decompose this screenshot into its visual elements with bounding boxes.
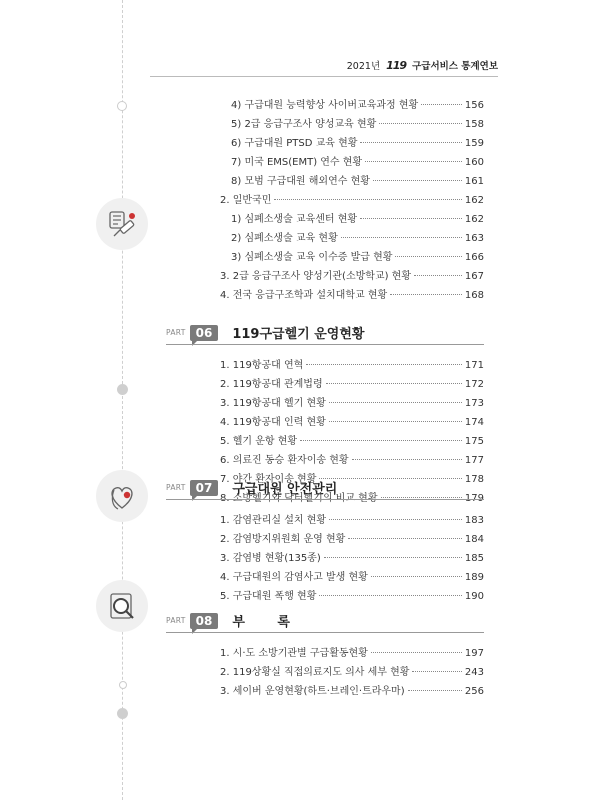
timeline-node: [119, 681, 127, 689]
part-divider: [166, 344, 484, 345]
part-heading-06: PART 06 119구급헬기 운영현황: [166, 323, 364, 342]
toc-entry[interactable]: 4. 구급대원의 감염사고 발생 현황 189: [220, 572, 484, 583]
toc-entry[interactable]: 6. 의료진 동승 환자이송 현황 177: [220, 455, 484, 466]
toc-entry[interactable]: 6) 구급대원 PTSD 교육 현황 159: [231, 138, 484, 149]
part-title: 구급대원 안전관리: [232, 482, 338, 497]
timeline-rail: [122, 0, 123, 800]
toc-entry[interactable]: 2) 심폐소생술 교육 현황 163: [231, 233, 484, 244]
part-divider: [166, 632, 484, 633]
page-header: [347, 58, 498, 72]
toc-entry[interactable]: 4. 119항공대 인력 현황 174: [220, 417, 484, 428]
toc-entry[interactable]: 5) 2급 응급구조사 양성교육 현황 158: [231, 119, 484, 130]
magnifier-document-icon: [96, 580, 148, 632]
toc-entry[interactable]: 8. 소방헬기와 닥터헬기의 비교 현황 179: [220, 493, 484, 504]
toc-entry[interactable]: 2. 119항공대 관계법령 172: [220, 379, 484, 390]
toc-entry[interactable]: 1) 심폐소생술 교육센터 현황 162: [231, 214, 484, 225]
toc-entry[interactable]: 7. 야간 환자이송 현황 178: [220, 474, 484, 485]
toc-entry[interactable]: 3. 2급 응급구조사 양성기관(소방학교) 현황 167: [220, 271, 484, 282]
part-heading-07: PART 07 구급대원 안전관리: [166, 478, 337, 497]
toc-entry[interactable]: 2. 119상황실 직접의료지도 의사 세부 현황 243: [220, 667, 484, 678]
toc-entry[interactable]: 3. 감염병 현황(135종) 185: [220, 553, 484, 564]
toc-entry[interactable]: 8) 모범 구급대원 해외연수 현황 161: [231, 176, 484, 187]
toc-entry[interactable]: 1. 감염관리실 설치 현황 183: [220, 515, 484, 526]
toc-entry[interactable]: 2. 감염방지위원회 운영 현황 184: [220, 534, 484, 545]
part-title: 부 록: [232, 615, 304, 630]
toc-entry[interactable]: 3) 심폐소생술 교육 이수증 발급 현황 166: [231, 252, 484, 263]
toc-entry[interactable]: 1. 119항공대 연혁 171: [220, 360, 484, 371]
toc-entry[interactable]: 4) 구급대원 능력향상 사이버교육과정 현황 156: [231, 100, 484, 111]
timeline-node: [117, 384, 128, 395]
header-divider: [150, 76, 498, 77]
header-book-title: 구급서비스 통계연보: [412, 61, 498, 72]
timeline-node: [117, 708, 128, 719]
timeline-node: [117, 101, 127, 111]
toc-entry[interactable]: 5. 헬기 운항 현황 175: [220, 436, 484, 447]
header-year: 2021년: [346, 61, 381, 72]
heart-stethoscope-icon: [96, 470, 148, 522]
toc-entry[interactable]: 7) 미국 EMS(EMT) 연수 현황 160: [231, 157, 484, 168]
toc-entry[interactable]: 1. 시·도 소방기관별 구급활동현황 197: [220, 648, 484, 659]
part-divider: [166, 499, 484, 500]
part-title: 119구급헬기 운영현황: [232, 327, 365, 342]
toc-entry[interactable]: 5. 구급대원 폭행 현황 190: [220, 591, 484, 602]
part-number-badge: 07: [190, 480, 219, 496]
toc-entry[interactable]: 2. 일반국민 162: [220, 195, 484, 206]
medical-kit-icon: [96, 198, 148, 250]
toc-entry[interactable]: 3. 119항공대 헬기 현황 173: [220, 398, 484, 409]
part-heading-08: PART 08 부 록: [166, 611, 304, 630]
part-number-badge: 06: [190, 325, 219, 341]
part-number-badge: 08: [190, 613, 219, 629]
toc-entry[interactable]: 3. 세이버 운영현황(하트·브레인·트라우마) 256: [220, 686, 484, 697]
toc-entry[interactable]: 4. 전국 응급구조학과 설치대학교 현황 168: [220, 290, 484, 301]
brand-logo: 119: [386, 58, 407, 72]
